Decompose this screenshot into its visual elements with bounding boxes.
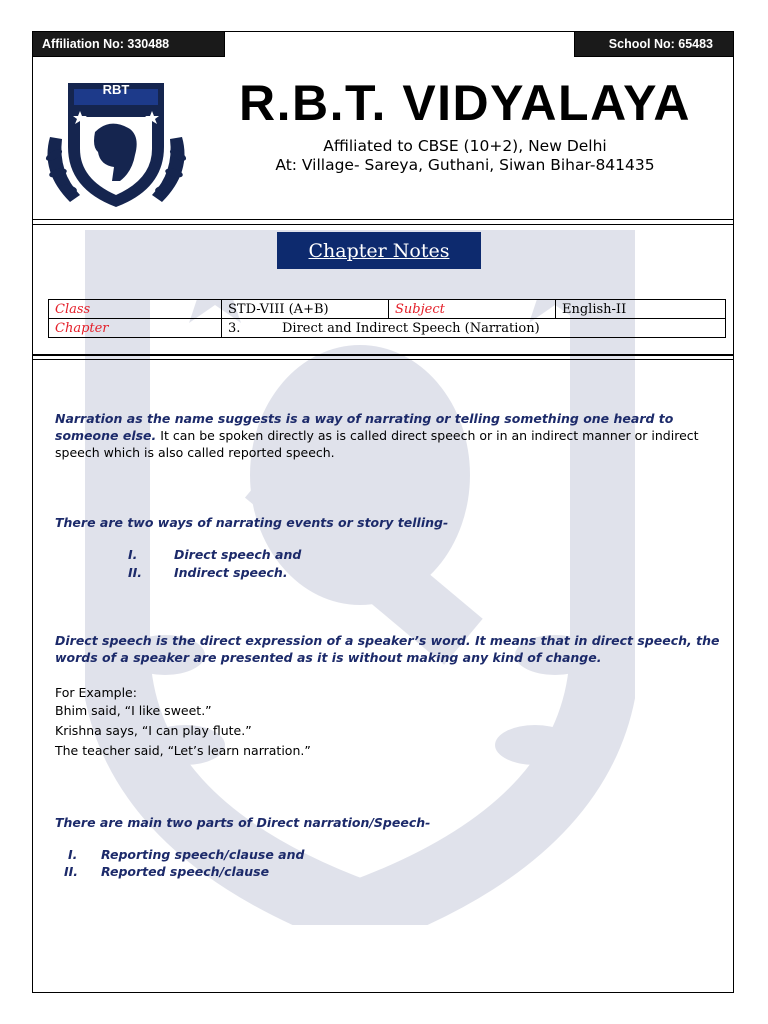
parts-list-item-1: Reporting speech/clause and <box>101 847 305 862</box>
section-divider-2 <box>32 359 734 360</box>
direct-speech-definition: Direct speech is the direct expression of a speaker’s word. It means that in direct speech, the words of a speaker are presented as it is without making any kind of change. <box>55 633 720 665</box>
ways-list-num-1: I. <box>128 547 138 562</box>
chapter-notes-title: Chapter Notes <box>277 232 481 269</box>
ways-list-item-1: Direct speech and <box>174 547 302 562</box>
parts-list-item-2: Reported speech/clause <box>101 864 270 879</box>
chapter-number: 3. <box>228 320 241 336</box>
section-divider <box>32 354 734 356</box>
chapter-title: Direct and Indirect Speech (Narration) <box>282 320 540 336</box>
subject-value: English-II <box>556 300 726 319</box>
chapter-info-table <box>48 299 726 338</box>
ways-list-item-2: Indirect speech. <box>174 565 288 580</box>
chapter-value <box>222 319 726 338</box>
intro-paragraph <box>55 410 723 461</box>
affiliation-number: Affiliation No: 330488 <box>32 31 225 57</box>
affiliation-line: Affiliated to CBSE (10+2), New Delhi <box>323 137 607 155</box>
logo-text: RBT <box>102 82 130 97</box>
subject-label: Subject <box>389 300 556 319</box>
address-line: At: Village- Sareya, Guthani, Siwan Bihar-841435 <box>275 156 655 174</box>
example-3: The teacher said, “Let’s learn narration.” <box>55 743 311 758</box>
parts-list-num-2: II. <box>64 864 79 879</box>
class-value: STD-VIII (A+B) <box>222 300 389 319</box>
header-divider-2 <box>32 224 734 225</box>
parts-list-num-1: I. <box>68 847 78 862</box>
ways-heading: There are two ways of narrating events or story telling- <box>55 515 449 530</box>
intro-emphasis: Narration as the name suggests is a way of narrating or telling something one heard to someone else. <box>55 411 674 443</box>
parts-heading: There are main two parts of Direct narration/Speech- <box>55 815 431 830</box>
intro-rest: It can be spoken directly as is called direct speech or in an indirect manner or indirect speech which is also called reported speech. <box>55 428 699 460</box>
class-label: Class <box>49 300 222 319</box>
example-1: Bhim said, “I like sweet.” <box>55 703 212 718</box>
school-number: School No: 65483 <box>574 31 734 57</box>
chapter-label: Chapter <box>49 319 222 338</box>
school-name: R.B.T. VIDYALAYA <box>239 75 691 131</box>
example-label: For Example: <box>55 685 137 700</box>
header-divider <box>32 219 734 220</box>
example-2: Krishna says, “I can play flute.” <box>55 723 252 738</box>
ways-list-num-2: II. <box>128 565 143 580</box>
